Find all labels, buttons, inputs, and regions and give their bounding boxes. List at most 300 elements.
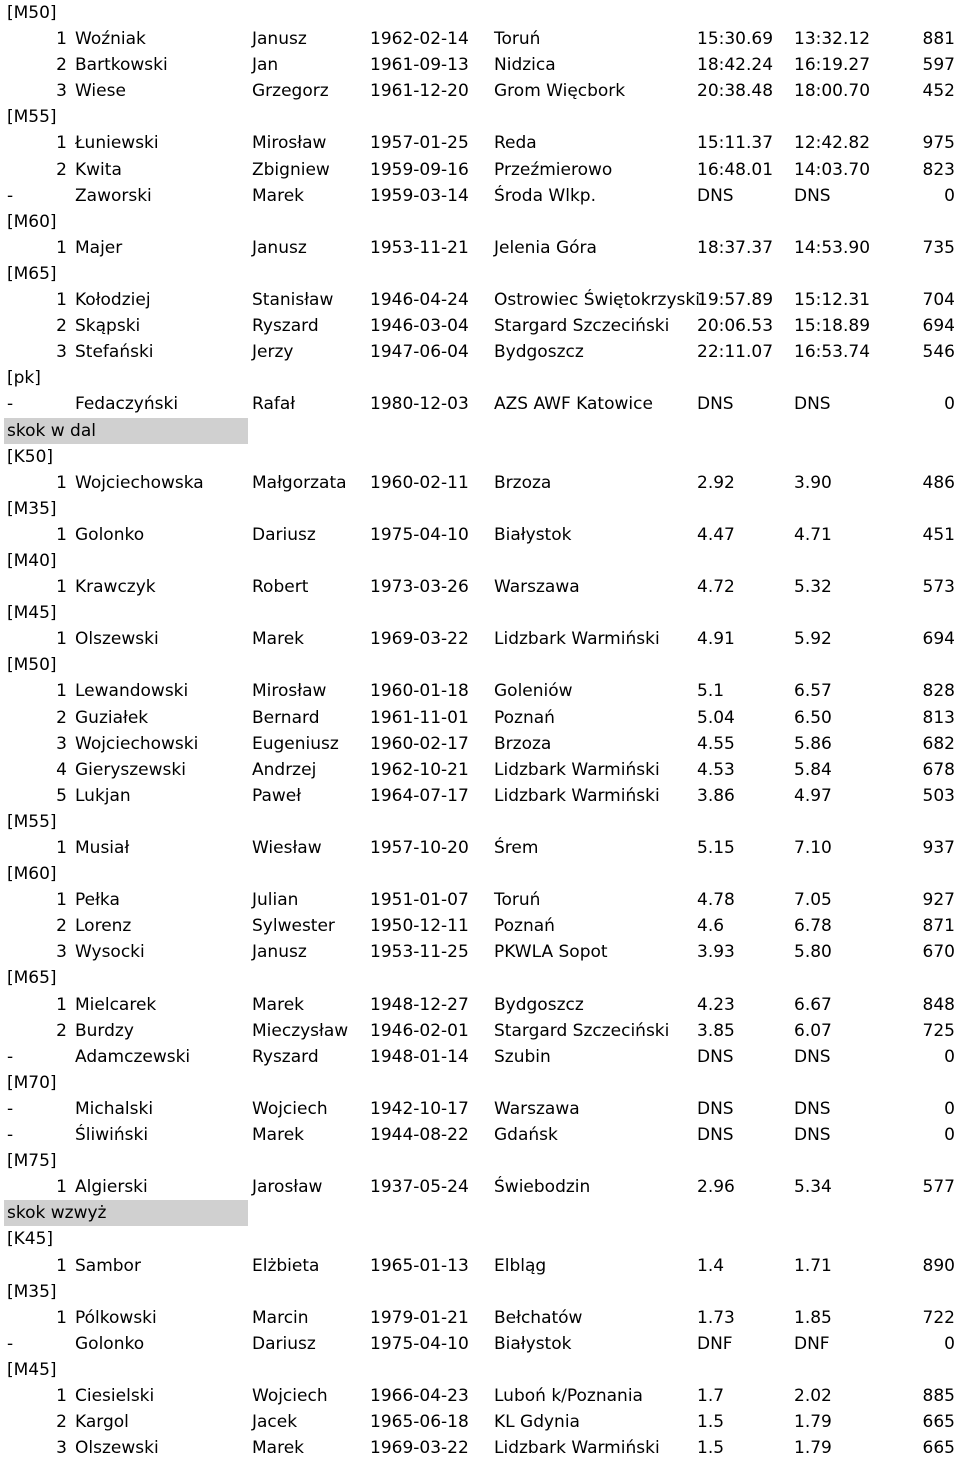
birth-date-cell: 1975-04-10: [370, 524, 469, 545]
event-label: skok w dal: [4, 418, 248, 444]
first-name-cell: Zbigniew: [252, 159, 330, 180]
first-name-cell: Małgorzata: [252, 472, 347, 493]
result-cell: DNF: [697, 1333, 733, 1354]
birth-date-cell: 1942-10-17: [370, 1098, 469, 1119]
category-row: [0, 496, 960, 522]
club-cell: Stargard Szczeciński: [494, 316, 670, 337]
result-cell: 3.86: [697, 785, 735, 806]
first-name-cell: Ryszard: [252, 316, 319, 337]
result-cell: 20:38.48: [697, 81, 774, 102]
birth-date-cell: 1962-10-21: [370, 759, 469, 780]
athlete-row: [0, 1331, 960, 1357]
place-cell: 2: [56, 707, 67, 728]
category-row: [0, 365, 960, 391]
converted-result-cell: 1.79: [794, 1412, 832, 1433]
club-cell: PKWLA Sopot: [494, 942, 608, 963]
converted-result-cell: DNF: [794, 1333, 830, 1354]
surname-cell: Wysocki: [75, 942, 145, 963]
converted-result-cell: 6.07: [794, 1020, 832, 1041]
place-cell: 2: [56, 1020, 67, 1041]
result-cell: 22:11.07: [697, 342, 774, 363]
first-name-cell: Jerzy: [252, 342, 294, 363]
first-name-cell: Robert: [252, 577, 309, 598]
points-cell: 577: [922, 1177, 955, 1198]
points-cell: 704: [922, 290, 955, 311]
converted-result-cell: 14:53.90: [794, 237, 871, 258]
converted-result-cell: 5.80: [794, 942, 832, 963]
converted-result-cell: 2.02: [794, 1385, 832, 1406]
surname-cell: Golonko: [75, 1333, 145, 1354]
athlete-row: [0, 183, 960, 209]
club-cell: Lidzbark Warmiński: [494, 759, 660, 780]
surname-cell: Skąpski: [75, 316, 141, 337]
points-cell: 694: [922, 316, 955, 337]
athlete-row: [0, 52, 960, 78]
event-header-row: [0, 1200, 960, 1226]
result-cell: 5.15: [697, 838, 735, 858]
athlete-row: [0, 913, 960, 939]
points-cell: 573: [922, 577, 955, 598]
first-name-cell: Janusz: [252, 29, 307, 50]
result-cell: 3.85: [697, 1020, 735, 1041]
birth-date-cell: 1979-01-21: [370, 1307, 469, 1328]
club-cell: Stargard Szczeciński: [494, 1020, 670, 1041]
converted-result-cell: 12:42.82: [794, 133, 871, 154]
club-cell: Bydgoszcz: [494, 994, 584, 1015]
surname-cell: Łuniewski: [75, 133, 159, 154]
category-label: [M40]: [7, 550, 57, 571]
category-label: [M45]: [7, 1359, 57, 1380]
athlete-row: [0, 391, 960, 417]
athlete-row: [0, 1253, 960, 1279]
birth-date-cell: 1966-04-23: [370, 1385, 469, 1406]
converted-result-cell: 13:32.12: [794, 29, 871, 50]
points-cell: 0: [944, 1098, 955, 1119]
result-cell: 4.47: [697, 524, 735, 545]
first-name-cell: Stanisław: [252, 290, 334, 311]
birth-date-cell: 1950-12-11: [370, 916, 469, 937]
points-cell: 0: [944, 1125, 955, 1146]
converted-result-cell: DNS: [794, 185, 831, 206]
club-cell: Toruń: [494, 29, 541, 50]
athlete-row: [0, 1174, 960, 1200]
points-cell: 881: [922, 29, 955, 50]
place-cell: 1: [56, 1255, 67, 1276]
result-cell: 18:37.37: [697, 237, 774, 258]
surname-cell: Wiese: [75, 81, 126, 102]
category-label: [M70]: [7, 1072, 57, 1093]
birth-date-cell: 1980-12-03: [370, 394, 469, 415]
surname-cell: Zaworski: [75, 185, 152, 206]
athlete-row: [0, 313, 960, 339]
surname-cell: Wojciechowska: [75, 472, 204, 493]
place-cell: 1: [56, 29, 67, 50]
first-name-cell: Marek: [252, 1125, 305, 1146]
result-cell: 20:06.53: [697, 316, 774, 337]
place-cell: 1: [56, 1385, 67, 1406]
first-name-cell: Marek: [252, 629, 305, 650]
place-cell: 5: [56, 785, 67, 806]
converted-result-cell: 6.50: [794, 707, 832, 728]
athlete-row: [0, 835, 960, 861]
surname-cell: Kwita: [75, 159, 122, 180]
surname-cell: Woźniak: [75, 29, 146, 50]
surname-cell: Majer: [75, 237, 123, 258]
athlete-row: [0, 992, 960, 1018]
first-name-cell: Jarosław: [252, 1177, 323, 1198]
converted-result-cell: 5.86: [794, 733, 832, 754]
result-cell: 15:30.69: [697, 29, 774, 50]
place-cell: 1: [56, 237, 67, 258]
place-cell: -: [7, 1333, 14, 1354]
birth-date-cell: 1946-03-04: [370, 316, 469, 337]
converted-result-cell: 16:53.74: [794, 342, 871, 363]
result-cell: DNS: [697, 1046, 734, 1067]
category-row: [0, 1357, 960, 1383]
place-cell: 1: [56, 838, 67, 858]
surname-cell: Kołodziej: [75, 290, 151, 311]
place-cell: -: [7, 394, 14, 415]
club-cell: Nidzica: [494, 55, 556, 76]
points-cell: 813: [922, 707, 955, 728]
surname-cell: Lukjan: [75, 785, 131, 806]
points-cell: 670: [922, 942, 955, 963]
birth-date-cell: 1961-09-13: [370, 55, 469, 76]
converted-result-cell: 4.71: [794, 524, 832, 545]
converted-result-cell: 5.32: [794, 577, 832, 598]
points-cell: 0: [944, 1046, 955, 1067]
points-cell: 885: [922, 1385, 955, 1406]
athlete-row: [0, 522, 960, 548]
athlete-row: [0, 130, 960, 156]
category-row: [0, 600, 960, 626]
category-row: [0, 0, 960, 26]
club-cell: Szubin: [494, 1046, 551, 1067]
category-row: [0, 261, 960, 287]
category-label: [pk]: [7, 368, 41, 389]
surname-cell: Michalski: [75, 1098, 154, 1119]
athlete-row: [0, 1305, 960, 1331]
result-cell: 1.7: [697, 1385, 725, 1406]
first-name-cell: Janusz: [252, 237, 307, 258]
place-cell: -: [7, 1098, 14, 1119]
place-cell: 3: [56, 1438, 67, 1459]
category-row: [0, 1148, 960, 1174]
result-cell: 1.5: [697, 1412, 725, 1433]
birth-date-cell: 1948-12-27: [370, 994, 469, 1015]
first-name-cell: Marcin: [252, 1307, 309, 1328]
birth-date-cell: 1965-01-13: [370, 1255, 469, 1276]
athlete-row: [0, 887, 960, 913]
athlete-row: [0, 470, 960, 496]
club-cell: Grom Więcbork: [494, 81, 626, 102]
surname-cell: Krawczyk: [75, 577, 156, 598]
birth-date-cell: 1944-08-22: [370, 1125, 469, 1146]
converted-result-cell: DNS: [794, 394, 831, 415]
club-cell: Warszawa: [494, 1098, 580, 1119]
place-cell: 1: [56, 472, 67, 493]
category-label: [M50]: [7, 655, 57, 676]
first-name-cell: Eugeniusz: [252, 733, 339, 754]
place-cell: 1: [56, 577, 67, 598]
birth-date-cell: 1946-04-24: [370, 290, 469, 311]
points-cell: 486: [922, 472, 955, 493]
converted-result-cell: 7.05: [794, 890, 832, 911]
category-label: [M55]: [7, 107, 57, 128]
surname-cell: Lorenz: [75, 916, 132, 937]
first-name-cell: Marek: [252, 994, 305, 1015]
place-cell: -: [7, 185, 14, 206]
club-cell: Elbląg: [494, 1255, 547, 1276]
surname-cell: Wojciechowski: [75, 733, 199, 754]
birth-date-cell: 1959-09-16: [370, 159, 469, 180]
surname-cell: Stefański: [75, 342, 154, 363]
result-cell: 1.5: [697, 1438, 725, 1459]
category-label: [M65]: [7, 263, 57, 284]
result-cell: DNS: [697, 394, 734, 415]
surname-cell: Ciesielski: [75, 1385, 155, 1406]
place-cell: 1: [56, 290, 67, 311]
place-cell: 2: [56, 316, 67, 337]
surname-cell: Olszewski: [75, 629, 159, 650]
first-name-cell: Paweł: [252, 785, 302, 806]
event-header-row: [0, 418, 960, 444]
athlete-row: [0, 78, 960, 104]
place-cell: 1: [56, 994, 67, 1015]
category-label: [K50]: [7, 446, 54, 467]
result-cell: 4.91: [697, 629, 735, 650]
first-name-cell: Wojciech: [252, 1385, 328, 1406]
club-cell: Jelenia Góra: [494, 237, 597, 258]
club-cell: Świebodzin: [494, 1177, 591, 1198]
athlete-row: [0, 1435, 960, 1461]
result-cell: 2.92: [697, 472, 735, 493]
result-cell: 4.55: [697, 733, 735, 754]
surname-cell: Sambor: [75, 1255, 141, 1276]
points-cell: 823: [922, 159, 955, 180]
club-cell: Lidzbark Warmiński: [494, 785, 660, 806]
place-cell: 3: [56, 942, 67, 963]
club-cell: Gdańsk: [494, 1125, 558, 1146]
athlete-row: [0, 731, 960, 757]
category-label: [M75]: [7, 1151, 57, 1172]
birth-date-cell: 1953-11-21: [370, 237, 469, 258]
category-label: [M50]: [7, 3, 57, 23]
first-name-cell: Jacek: [252, 1412, 298, 1433]
place-cell: 2: [56, 55, 67, 76]
converted-result-cell: 5.92: [794, 629, 832, 650]
club-cell: Środa Wlkp.: [494, 185, 596, 206]
first-name-cell: Mieczysław: [252, 1020, 349, 1041]
club-cell: Poznań: [494, 707, 555, 728]
first-name-cell: Dariusz: [252, 524, 316, 545]
club-cell: Warszawa: [494, 577, 580, 598]
place-cell: 1: [56, 890, 67, 911]
points-cell: 890: [922, 1255, 955, 1276]
points-cell: 452: [922, 81, 955, 102]
birth-date-cell: 1937-05-24: [370, 1177, 469, 1198]
converted-result-cell: 6.67: [794, 994, 832, 1015]
club-cell: AZS AWF Katowice: [494, 394, 653, 415]
event-label: skok wzwyż: [4, 1200, 248, 1226]
birth-date-cell: 1964-07-17: [370, 785, 469, 806]
surname-cell: Golonko: [75, 524, 145, 545]
surname-cell: Kargol: [75, 1412, 129, 1433]
birth-date-cell: 1961-12-20: [370, 81, 469, 102]
athlete-row: [0, 26, 960, 52]
first-name-cell: Julian: [252, 890, 299, 911]
first-name-cell: Wojciech: [252, 1098, 328, 1119]
converted-result-cell: DNS: [794, 1098, 831, 1119]
surname-cell: Olszewski: [75, 1438, 159, 1459]
points-cell: 0: [944, 185, 955, 206]
converted-result-cell: DNS: [794, 1046, 831, 1067]
converted-result-cell: 14:03.70: [794, 159, 871, 180]
birth-date-cell: 1960-01-18: [370, 681, 469, 702]
points-cell: 678: [922, 759, 955, 780]
place-cell: 3: [56, 81, 67, 102]
athlete-row: [0, 235, 960, 261]
athlete-row: [0, 757, 960, 783]
result-cell: 18:42.24: [697, 55, 774, 76]
points-cell: 848: [922, 994, 955, 1015]
converted-result-cell: 1.79: [794, 1438, 832, 1459]
first-name-cell: Elżbieta: [252, 1255, 320, 1276]
place-cell: 1: [56, 1177, 67, 1198]
result-cell: 3.93: [697, 942, 735, 963]
club-cell: Lidzbark Warmiński: [494, 629, 660, 650]
points-cell: 665: [922, 1412, 955, 1433]
category-row: [0, 1279, 960, 1305]
place-cell: 1: [56, 524, 67, 545]
club-cell: Reda: [494, 133, 537, 154]
surname-cell: Mielcarek: [75, 994, 157, 1015]
points-cell: 597: [922, 55, 955, 76]
birth-date-cell: 1957-10-20: [370, 838, 469, 858]
club-cell: KL Gdynia: [494, 1412, 580, 1433]
place-cell: 4: [56, 759, 67, 780]
surname-cell: Fedaczyński: [75, 394, 179, 415]
category-label: [M35]: [7, 498, 57, 519]
result-cell: 5.04: [697, 707, 735, 728]
converted-result-cell: 16:19.27: [794, 55, 871, 76]
birth-date-cell: 1951-01-07: [370, 890, 469, 911]
points-cell: 975: [922, 133, 955, 154]
athlete-row: [0, 626, 960, 652]
result-cell: 16:48.01: [697, 159, 774, 180]
surname-cell: Algierski: [75, 1177, 148, 1198]
result-cell: 5.1: [697, 681, 725, 702]
category-label: [M55]: [7, 811, 57, 832]
athlete-row: [0, 339, 960, 365]
club-cell: Białystok: [494, 1333, 572, 1354]
first-name-cell: Bernard: [252, 707, 320, 728]
place-cell: 1: [56, 133, 67, 154]
athlete-row: [0, 1044, 960, 1070]
first-name-cell: Sylwester: [252, 916, 335, 937]
place-cell: 2: [56, 159, 67, 180]
result-cell: 4.6: [697, 916, 725, 937]
category-row: [0, 809, 960, 835]
points-cell: 722: [922, 1307, 955, 1328]
first-name-cell: Wiesław: [252, 838, 322, 858]
athlete-row: [0, 939, 960, 965]
birth-date-cell: 1953-11-25: [370, 942, 469, 963]
place-cell: -: [7, 1125, 14, 1146]
athlete-row: [0, 574, 960, 600]
birth-date-cell: 1969-03-22: [370, 629, 469, 650]
result-cell: 4.72: [697, 577, 735, 598]
first-name-cell: Jan: [252, 55, 279, 76]
result-cell: 19:57.89: [697, 290, 774, 311]
club-cell: Ostrowiec Świętokrzyski: [494, 290, 700, 311]
category-row: [0, 861, 960, 887]
place-cell: 1: [56, 629, 67, 650]
first-name-cell: Rafał: [252, 394, 296, 415]
club-cell: Śrem: [494, 838, 539, 858]
club-cell: Białystok: [494, 524, 572, 545]
club-cell: Brzoza: [494, 733, 552, 754]
place-cell: 3: [56, 342, 67, 363]
athlete-row: [0, 705, 960, 731]
athlete-row: [0, 157, 960, 183]
category-row: [0, 1070, 960, 1096]
category-row: [0, 652, 960, 678]
result-cell: DNS: [697, 1098, 734, 1119]
converted-result-cell: 7.10: [794, 838, 832, 858]
points-cell: 546: [922, 342, 955, 363]
category-row: [0, 444, 960, 470]
surname-cell: Musiał: [75, 838, 130, 858]
place-cell: 1: [56, 1307, 67, 1328]
points-cell: 665: [922, 1438, 955, 1459]
place-cell: 2: [56, 916, 67, 937]
converted-result-cell: 3.90: [794, 472, 832, 493]
points-cell: 503: [922, 785, 955, 806]
converted-result-cell: 15:18.89: [794, 316, 871, 337]
result-cell: 15:11.37: [697, 133, 774, 154]
first-name-cell: Andrzej: [252, 759, 317, 780]
first-name-cell: Marek: [252, 185, 305, 206]
birth-date-cell: 1975-04-10: [370, 1333, 469, 1354]
converted-result-cell: 6.78: [794, 916, 832, 937]
points-cell: 725: [922, 1020, 955, 1041]
points-cell: 0: [944, 394, 955, 415]
surname-cell: Pełka: [75, 890, 120, 911]
first-name-cell: Mirosław: [252, 681, 327, 702]
points-cell: 871: [922, 916, 955, 937]
birth-date-cell: 1959-03-14: [370, 185, 469, 206]
points-cell: 0: [944, 1333, 955, 1354]
points-cell: 451: [922, 524, 955, 545]
converted-result-cell: 6.57: [794, 681, 832, 702]
surname-cell: Śliwiński: [75, 1125, 149, 1146]
surname-cell: Pólkowski: [75, 1307, 157, 1328]
athlete-row: [0, 783, 960, 809]
converted-result-cell: 15:12.31: [794, 290, 871, 311]
result-cell: DNS: [697, 185, 734, 206]
surname-cell: Adamczewski: [75, 1046, 191, 1067]
place-cell: 1: [56, 681, 67, 702]
result-cell: 1.73: [697, 1307, 735, 1328]
club-cell: Bydgoszcz: [494, 342, 584, 363]
result-cell: 2.96: [697, 1177, 735, 1198]
category-label: [M60]: [7, 211, 57, 232]
surname-cell: Guziałek: [75, 707, 149, 728]
converted-result-cell: 18:00.70: [794, 81, 871, 102]
club-cell: Przeźmierowo: [494, 159, 613, 180]
converted-result-cell: 4.97: [794, 785, 832, 806]
